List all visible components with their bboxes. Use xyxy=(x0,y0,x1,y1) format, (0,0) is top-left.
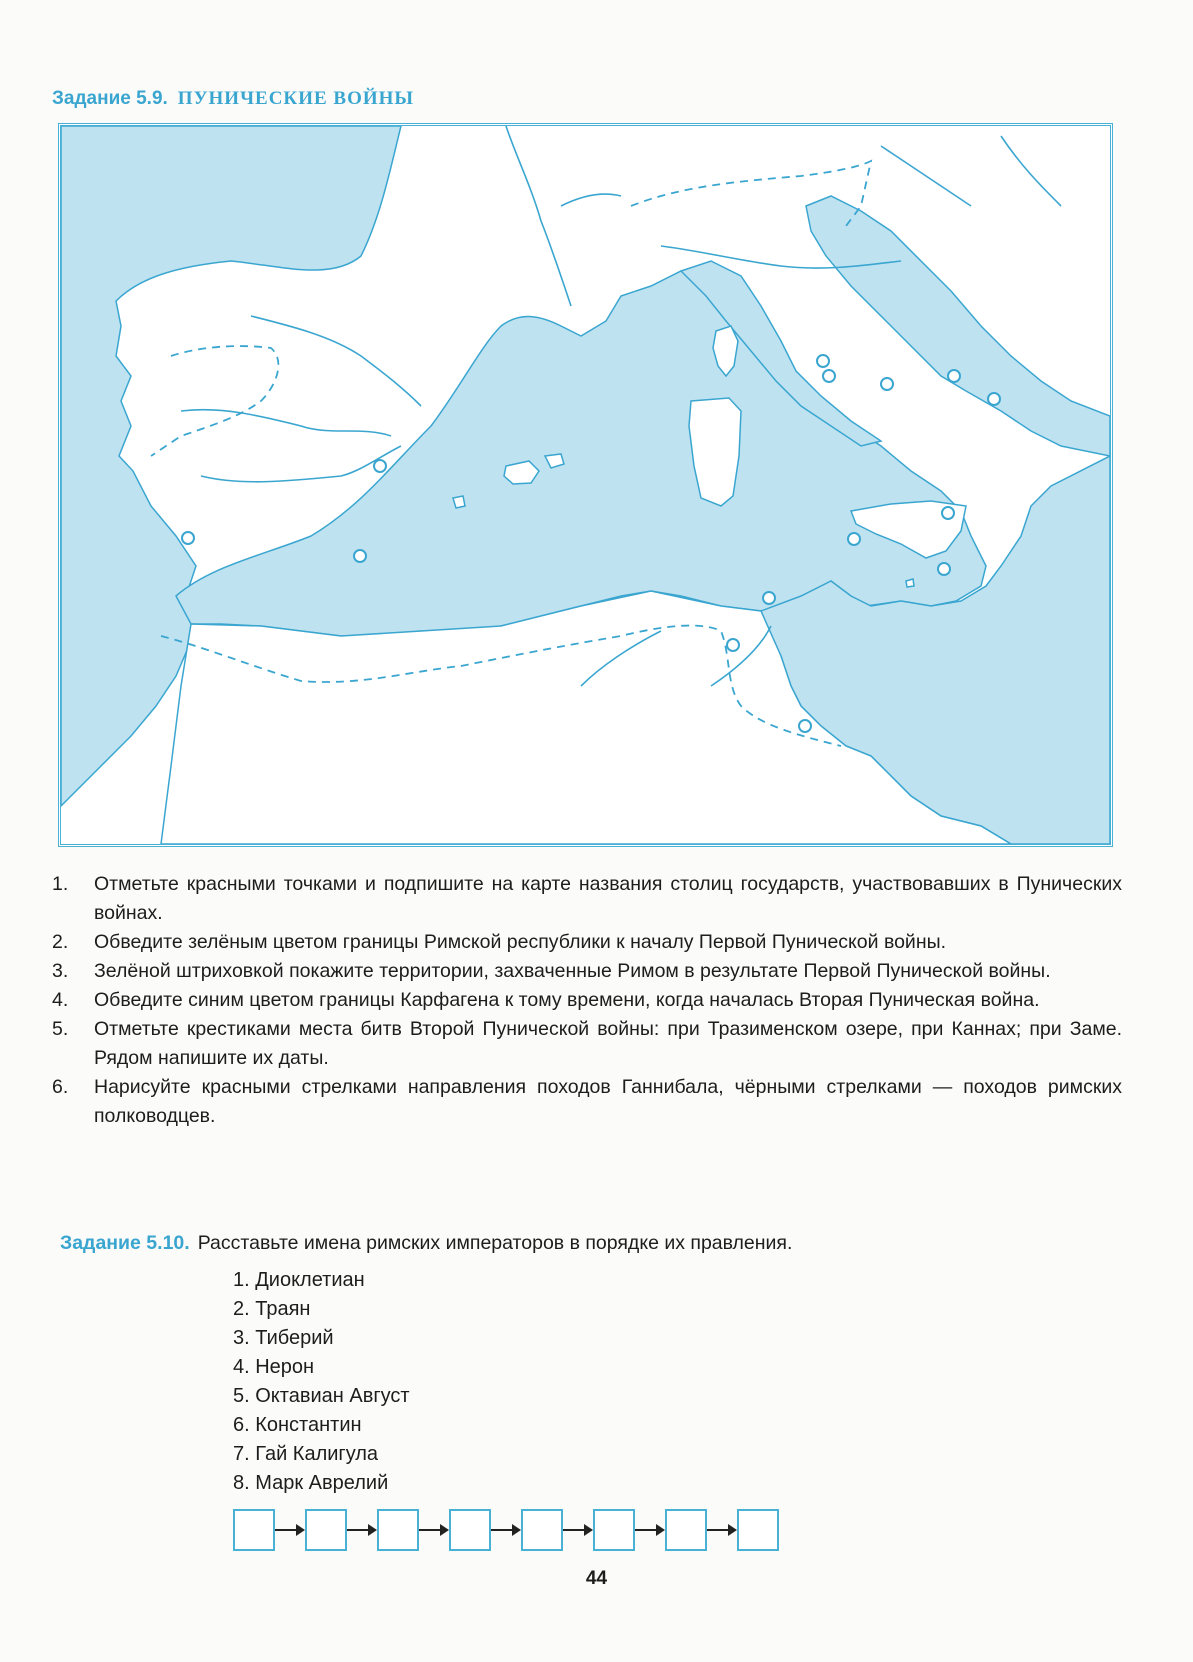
answer-box[interactable] xyxy=(305,1509,347,1551)
instruction-item: 4. Обведите синим цветом границы Карфагена к тому времени, когда началась Вторая Пуническая война. xyxy=(52,989,1040,1011)
ibiza-island xyxy=(453,496,465,508)
instruction-item: 1. Отметьте красными точками и подпишите на карте названия столиц государств, участвовавших в Пунических войнах. xyxy=(52,873,1122,924)
instructions-list xyxy=(52,870,1122,1131)
emperor-item: 1. Диоклетиан xyxy=(233,1269,365,1291)
adriatic-sea xyxy=(806,196,1110,456)
city-marker xyxy=(848,533,860,545)
answer-box[interactable] xyxy=(377,1509,419,1551)
mediterranean-sea xyxy=(176,266,986,636)
city-marker xyxy=(942,507,954,519)
arrow-right-icon xyxy=(275,1524,305,1536)
arrow-right-icon xyxy=(635,1524,665,1536)
task-5-9-heading xyxy=(52,88,414,110)
city-marker xyxy=(374,460,386,472)
page-number: 44 xyxy=(585,1568,608,1589)
emperor-item: 3. Тиберий xyxy=(233,1327,334,1349)
emperor-item: 8. Марк Аврелий xyxy=(233,1472,389,1494)
task-5-10-heading xyxy=(60,1232,792,1255)
task-5-10-text: Расставьте имена римских императоров в порядке их правления. xyxy=(197,1232,793,1254)
emperor-item: 4. Нерон xyxy=(233,1356,315,1378)
instruction-item: 5. Отметьте крестиками места битв Второй Пунической войны: при Тразименском озере, при Каннах; при Заме. Рядом напишите их даты. xyxy=(52,1018,1122,1069)
city-marker xyxy=(948,370,960,382)
city-marker xyxy=(763,592,775,604)
city-marker xyxy=(354,550,366,562)
arrow-right-icon xyxy=(491,1524,521,1536)
arrow-right-icon xyxy=(419,1524,449,1536)
arrow-right-icon xyxy=(347,1524,377,1536)
answer-box[interactable] xyxy=(233,1509,275,1551)
contour-map xyxy=(58,123,1113,847)
arrow-right-icon xyxy=(563,1524,593,1536)
city-marker xyxy=(988,393,1000,405)
answer-sequence xyxy=(233,1508,779,1552)
answer-box[interactable] xyxy=(665,1509,707,1551)
instruction-item: 3. Зелёной штриховкой покажите территории, захваченные Римом в результате Первой Пунической войны. xyxy=(52,960,1051,982)
city-marker xyxy=(938,563,950,575)
emperor-list xyxy=(233,1266,410,1498)
answer-box[interactable] xyxy=(593,1509,635,1551)
emperor-item: 6. Константин xyxy=(233,1414,362,1436)
malta-island xyxy=(906,579,914,587)
city-marker xyxy=(799,720,811,732)
task-5-10-label: Задание 5.10. xyxy=(60,1232,190,1254)
emperor-item: 2. Траян xyxy=(233,1298,311,1320)
city-marker xyxy=(727,639,739,651)
city-marker xyxy=(182,532,194,544)
task-5-9-label: Задание 5.9. xyxy=(52,88,168,109)
answer-box[interactable] xyxy=(449,1509,491,1551)
instruction-item: 2. Обведите зелёным цветом границы Римской республики к началу Первой Пунической войны. xyxy=(52,931,947,953)
emperor-item: 5. Октавиан Август xyxy=(233,1385,410,1407)
city-marker xyxy=(817,355,829,367)
instruction-item: 6. Нарисуйте красными стрелками направления походов Ганнибала, чёрными стрелками — походов римских полководцев. xyxy=(52,1076,1122,1127)
answer-box[interactable] xyxy=(737,1509,779,1551)
answer-box[interactable] xyxy=(521,1509,563,1551)
city-marker xyxy=(881,378,893,390)
arrow-right-icon xyxy=(707,1524,737,1536)
task-5-9-title: ПУНИЧЕСКИЕ ВОЙНЫ xyxy=(177,88,415,109)
city-marker xyxy=(823,370,835,382)
emperor-item: 7. Гай Калигула xyxy=(233,1443,379,1465)
